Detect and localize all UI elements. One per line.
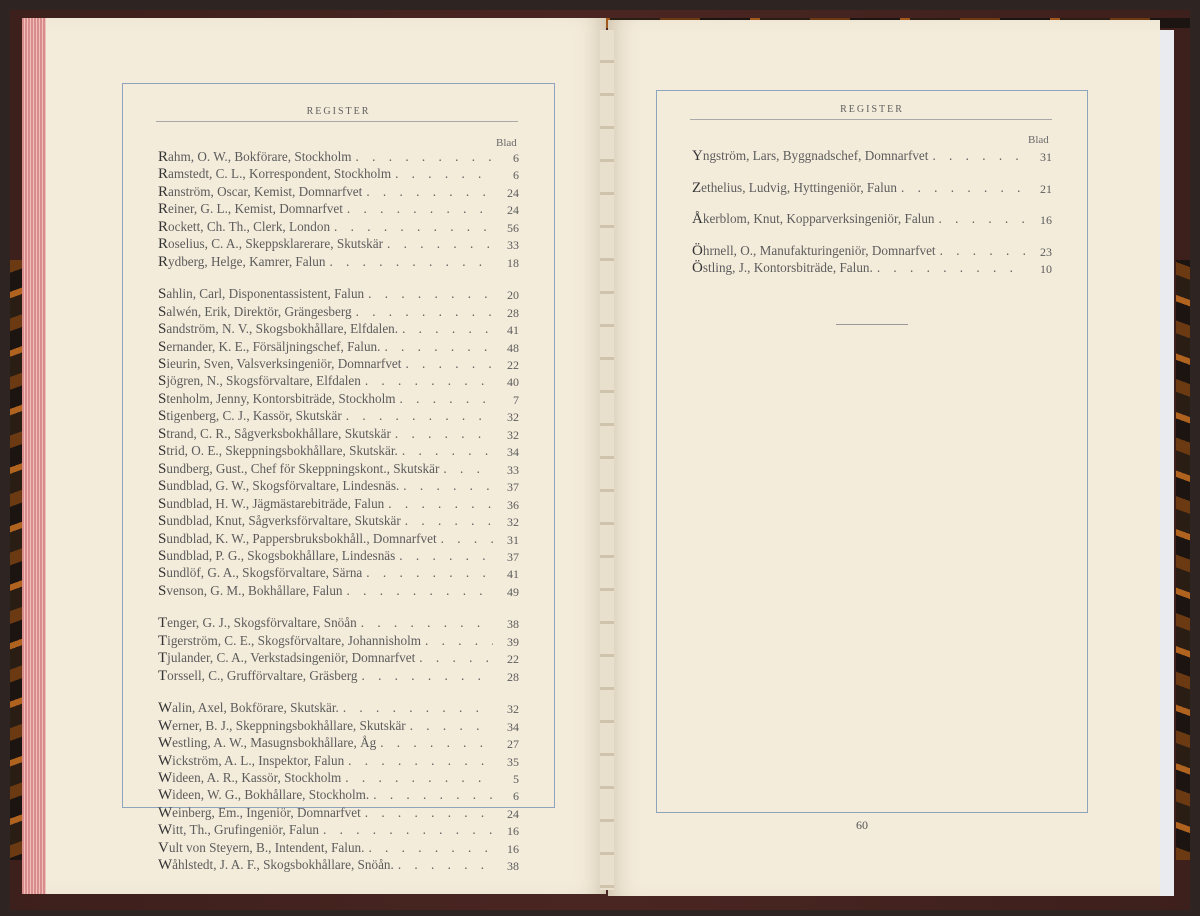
entry-page: 27 bbox=[507, 737, 519, 752]
left-page-header: REGISTER bbox=[306, 106, 371, 117]
dot-leader bbox=[396, 391, 493, 408]
register-entry bbox=[692, 211, 1052, 229]
entry-page: 21 bbox=[1040, 181, 1052, 196]
entry-name: Åkerblom, Knut, Kopparverksingeniör, Falun bbox=[692, 211, 935, 227]
dot-leader bbox=[362, 184, 493, 201]
entry-page: 16 bbox=[1040, 213, 1052, 227]
dot-leader bbox=[343, 201, 493, 218]
entry-name: Sundblad, G. W., Skogsförvaltare, Lindesnäs. bbox=[158, 478, 400, 495]
dot-leader bbox=[398, 443, 493, 460]
column-label-blad: Blad bbox=[496, 137, 517, 149]
entry-page: 38 bbox=[507, 617, 519, 632]
entry-page: 32 bbox=[507, 410, 519, 425]
register-entry bbox=[158, 166, 519, 183]
entry-page: 34 bbox=[507, 445, 519, 460]
register-entry bbox=[158, 478, 519, 495]
entry-name: Sundblad, Knut, Sågverksförvaltare, Skutskär bbox=[158, 513, 401, 530]
book-spine-stitching bbox=[600, 30, 614, 890]
entry-page: 22 bbox=[507, 357, 519, 372]
entry-page: 10 bbox=[1040, 262, 1052, 276]
entry-name: Weinberg, Em., Ingeniör, Domnarfvet bbox=[158, 804, 361, 821]
entry-page: 6 bbox=[513, 168, 519, 183]
register-entry bbox=[158, 753, 519, 770]
end-rule bbox=[836, 324, 908, 325]
entry-name: Zethelius, Ludvig, Hyttingeniör, Falun bbox=[692, 179, 897, 196]
entry-name: Sundlöf, G. A., Skogsförvaltare, Särna bbox=[158, 565, 363, 582]
register-entry bbox=[692, 243, 1052, 261]
dot-leader bbox=[394, 857, 493, 874]
register-entry bbox=[158, 373, 519, 390]
entry-page: 7 bbox=[513, 392, 519, 407]
entry-name: Sundblad, H. W., Jägmästarebiträde, Falun bbox=[158, 495, 385, 512]
dot-leader bbox=[897, 180, 1026, 198]
entry-page: 16 bbox=[507, 824, 519, 839]
dot-leader bbox=[439, 461, 493, 478]
entry-name: Torssell, C., Grufförvaltare, Gräsberg bbox=[158, 667, 358, 684]
entry-name: Ranström, Oscar, Kemist, Domnarfvet bbox=[158, 183, 363, 200]
register-entry bbox=[158, 735, 519, 752]
entry-page: 56 bbox=[507, 220, 519, 235]
entry-name: Roselius, C. A., Skeppsklarerare, Skutskär bbox=[158, 236, 384, 253]
marbled-endpaper bbox=[1176, 260, 1190, 860]
entry-page: 6 bbox=[513, 151, 519, 165]
entry-name: Sieurin, Sven, Valsverksingeniör, Domnarfvet bbox=[158, 355, 402, 372]
register-entry bbox=[158, 668, 519, 685]
dot-leader bbox=[352, 304, 493, 321]
entry-name: Sundblad, K. W., Pappersbruksbokhåll., Domnarfvet bbox=[158, 530, 437, 547]
right-page-header: REGISTER bbox=[840, 104, 904, 115]
dot-leader bbox=[401, 356, 493, 373]
register-list-left bbox=[158, 149, 519, 875]
entry-name: Strand, C. R., Sågverksbokhållare, Skutskär bbox=[158, 425, 391, 442]
entry-page: 31 bbox=[507, 532, 519, 547]
entry-name: Sjögren, N., Skogsförvaltare, Elfdalen bbox=[158, 373, 361, 390]
entry-name: Tjulander, C. A., Verkstadsingeniör, Domnarfvet bbox=[158, 650, 416, 667]
entry-name: Rydberg, Helge, Kamrer, Falun bbox=[158, 253, 326, 270]
entry-name: Öhrnell, O., Manufakturingeniör, Domnarfvet bbox=[692, 242, 936, 259]
dot-leader bbox=[391, 166, 493, 183]
entry-page: 5 bbox=[513, 771, 519, 786]
register-entry bbox=[158, 513, 519, 530]
register-entry bbox=[158, 718, 519, 735]
dot-leader bbox=[391, 426, 493, 443]
entry-page: 33 bbox=[507, 462, 519, 477]
entry-name: Sundblad, P. G., Skogsbokhållare, Lindesnäs bbox=[158, 547, 396, 564]
register-entry bbox=[158, 565, 519, 582]
entry-name: Westling, A. W., Masugnsbokhållare, Åg bbox=[158, 735, 377, 752]
register-list-right bbox=[692, 148, 1052, 278]
entry-name: Östling, J., Kontorsbiträde, Falun. bbox=[692, 260, 873, 276]
register-entry bbox=[158, 391, 519, 408]
register-entry bbox=[158, 770, 519, 787]
register-entry bbox=[158, 304, 519, 321]
register-entry bbox=[692, 260, 1052, 278]
register-entry bbox=[158, 426, 519, 443]
dot-leader bbox=[873, 260, 1026, 278]
entry-page: 39 bbox=[507, 634, 519, 649]
entry-name: Witt, Th., Grufingeniör, Falun bbox=[158, 822, 320, 839]
register-entry bbox=[158, 201, 519, 218]
dot-leader bbox=[376, 735, 493, 752]
register-entry bbox=[158, 339, 519, 356]
entry-name: Wickström, A. L., Inspektor, Falun bbox=[158, 752, 345, 769]
entry-name: Tigerström, C. E., Skogsförvaltare, Johannisholm bbox=[158, 632, 421, 649]
register-entry bbox=[158, 149, 519, 166]
entry-page: 28 bbox=[507, 669, 519, 684]
entry-name: Wåhlstedt, J. A. F., Skogsbokhållare, Snöån. bbox=[158, 857, 394, 874]
entry-page: 32 bbox=[507, 702, 519, 717]
group-spacer bbox=[158, 600, 519, 615]
entry-name: Svenson, G. M., Bokhållare, Falun bbox=[158, 582, 343, 599]
register-entry bbox=[158, 822, 519, 839]
dot-leader bbox=[383, 236, 493, 253]
entry-page: 32 bbox=[507, 427, 519, 442]
entry-name: Sernander, K. E., Försäljningschef, Falun. bbox=[158, 338, 381, 355]
group-spacer bbox=[158, 685, 519, 700]
register-entry bbox=[158, 805, 519, 822]
entry-page: 38 bbox=[507, 859, 519, 874]
entry-name: Ramstedt, C. L., Korrespondent, Stockholm bbox=[158, 166, 392, 183]
entry-page: 22 bbox=[507, 652, 519, 667]
dot-leader bbox=[415, 650, 493, 667]
entry-page: 37 bbox=[507, 480, 519, 495]
entry-page: 16 bbox=[507, 841, 519, 856]
register-entry bbox=[158, 219, 519, 236]
entry-name: Reiner, G. L., Kemist, Domnarfvet bbox=[158, 201, 343, 218]
register-entry bbox=[158, 531, 519, 548]
dot-leader bbox=[936, 243, 1026, 261]
dot-leader bbox=[395, 548, 493, 565]
entry-page: 24 bbox=[507, 806, 519, 821]
dot-leader bbox=[421, 633, 493, 650]
dot-leader bbox=[357, 668, 493, 685]
entry-page: 33 bbox=[507, 238, 519, 253]
entry-name: Tenger, G. J., Skogsförvaltare, Snöån bbox=[158, 615, 357, 632]
entry-page: 23 bbox=[1040, 244, 1052, 259]
entry-page: 20 bbox=[507, 288, 519, 303]
entry-page: 40 bbox=[507, 375, 519, 390]
register-entry bbox=[158, 408, 519, 425]
register-entry bbox=[158, 650, 519, 667]
header-rule bbox=[156, 121, 518, 122]
dot-leader bbox=[364, 840, 493, 857]
dot-leader bbox=[357, 615, 493, 632]
register-entry bbox=[158, 633, 519, 650]
entry-page: 6 bbox=[513, 789, 519, 804]
register-entry bbox=[158, 254, 519, 271]
group-spacer bbox=[692, 229, 1052, 243]
entry-name: Yngström, Lars, Byggnadschef, Domnarfvet bbox=[692, 148, 929, 164]
entry-page: 36 bbox=[507, 497, 519, 512]
page-edges bbox=[1160, 30, 1174, 896]
entry-name: Walin, Axel, Bokförare, Skutskär. bbox=[158, 700, 339, 717]
dot-leader bbox=[384, 496, 493, 513]
entry-page: 24 bbox=[507, 185, 519, 200]
dot-leader bbox=[935, 211, 1026, 229]
register-entry bbox=[158, 840, 519, 857]
register-entry bbox=[158, 615, 519, 632]
entry-page: 31 bbox=[1040, 150, 1052, 164]
dot-leader bbox=[399, 478, 493, 495]
group-spacer bbox=[158, 271, 519, 286]
dot-leader bbox=[361, 373, 493, 390]
dot-leader bbox=[401, 513, 493, 530]
entry-page: 18 bbox=[507, 255, 519, 270]
page-number: 60 bbox=[856, 818, 868, 832]
dot-leader bbox=[928, 148, 1026, 166]
entry-page: 41 bbox=[507, 567, 519, 582]
dot-leader bbox=[341, 770, 493, 787]
dot-leader bbox=[342, 408, 493, 425]
dot-leader bbox=[344, 753, 493, 770]
group-spacer bbox=[692, 166, 1052, 180]
dot-leader bbox=[364, 286, 493, 303]
page-edges bbox=[22, 18, 48, 894]
register-entry bbox=[692, 148, 1052, 166]
entry-page: 24 bbox=[507, 203, 519, 218]
entry-name: Stigenberg, C. J., Kassör, Skutskär bbox=[158, 408, 342, 425]
entry-page: 32 bbox=[507, 515, 519, 530]
entry-name: Stenholm, Jenny, Kontorsbiträde, Stockholm bbox=[158, 390, 396, 407]
entry-name: Sundberg, Gust., Chef för Skeppningskont., Skutskär bbox=[158, 460, 440, 477]
entry-name: Wideen, W. G., Bokhållare, Stockholm. bbox=[158, 787, 370, 804]
entry-page: 48 bbox=[507, 340, 519, 355]
dot-leader bbox=[380, 339, 493, 356]
entry-name: Rockett, Ch. Th., Clerk, London bbox=[158, 218, 331, 235]
register-entry bbox=[158, 787, 519, 804]
entry-name: Wideen, A. R., Kassör, Stockholm bbox=[158, 769, 342, 786]
dot-leader bbox=[330, 219, 493, 236]
entry-name: Sahlin, Carl, Disponentassistent, Falun bbox=[158, 286, 365, 303]
entry-page: 41 bbox=[507, 323, 519, 338]
entry-page: 49 bbox=[507, 584, 519, 599]
entry-name: Strid, O. E., Skeppningsbokhållare, Skutskär. bbox=[158, 443, 398, 460]
register-entry bbox=[158, 461, 519, 478]
dot-leader bbox=[362, 565, 493, 582]
dot-leader bbox=[319, 822, 493, 839]
entry-page: 35 bbox=[507, 754, 519, 769]
entry-name: Salwén, Erik, Direktör, Grängesberg bbox=[158, 303, 352, 320]
entry-page: 37 bbox=[507, 549, 519, 564]
register-entry bbox=[158, 700, 519, 717]
entry-name: Vult von Steyern, B., Intendent, Falun. bbox=[158, 839, 365, 856]
entry-name: Sandström, N. V., Skogsbokhållare, Elfdalen. bbox=[158, 321, 399, 338]
register-entry bbox=[158, 356, 519, 373]
dot-leader bbox=[398, 321, 493, 338]
dot-leader bbox=[437, 531, 493, 548]
dot-leader bbox=[352, 149, 493, 166]
register-entry bbox=[158, 857, 519, 874]
entry-name: Werner, B. J., Skeppningsbokhållare, Skutskär bbox=[158, 717, 406, 734]
register-entry bbox=[158, 184, 519, 201]
column-label-blad: Blad bbox=[1028, 134, 1049, 146]
register-entry bbox=[692, 180, 1052, 198]
dot-leader bbox=[406, 718, 493, 735]
register-entry bbox=[158, 236, 519, 253]
register-entry bbox=[158, 583, 519, 600]
register-entry bbox=[158, 286, 519, 303]
dot-leader bbox=[325, 254, 493, 271]
dot-leader bbox=[339, 700, 493, 717]
entry-page: 28 bbox=[507, 305, 519, 320]
dot-leader bbox=[369, 787, 493, 804]
register-entry bbox=[158, 496, 519, 513]
dot-leader bbox=[361, 805, 493, 822]
register-entry bbox=[158, 548, 519, 565]
header-rule bbox=[690, 119, 1052, 120]
register-entry bbox=[158, 443, 519, 460]
register-entry bbox=[158, 321, 519, 338]
entry-page: 34 bbox=[507, 719, 519, 734]
dot-leader bbox=[343, 583, 493, 600]
entry-name: Rahm, O. W., Bokförare, Stockholm bbox=[158, 149, 352, 165]
group-spacer bbox=[692, 197, 1052, 211]
